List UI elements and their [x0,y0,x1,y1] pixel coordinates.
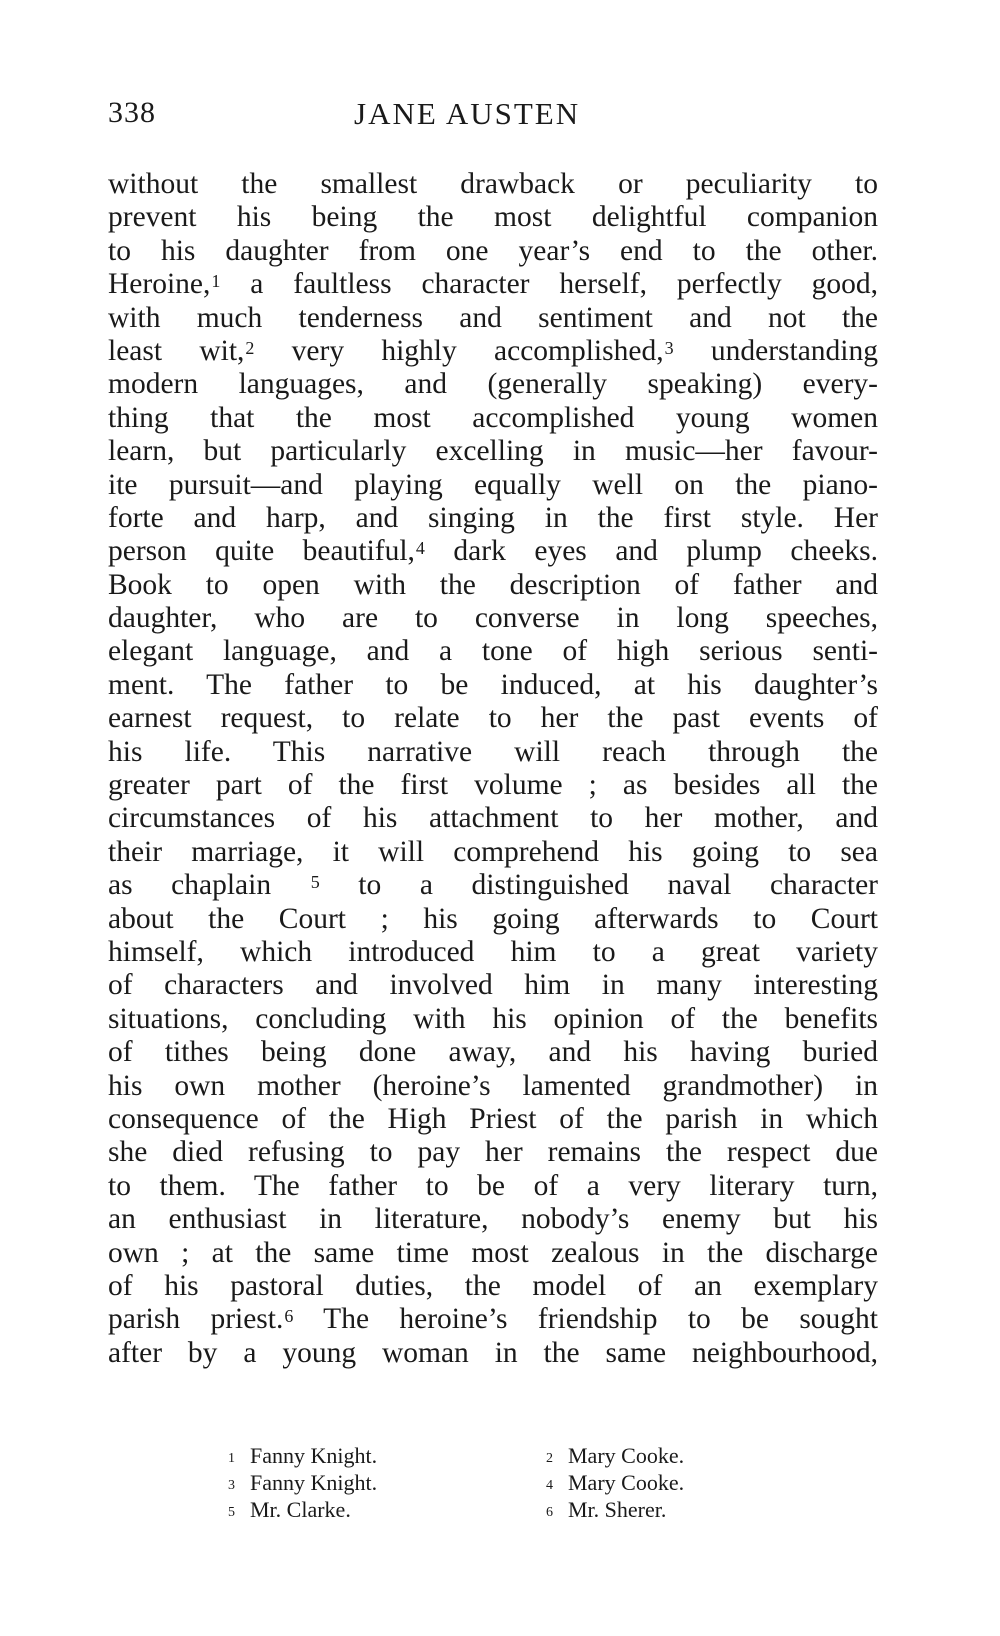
text-line [108,736,878,769]
text-line [108,368,878,401]
text-segment: greater part of the first volume ; as besides all the [108,769,878,802]
text-segment: to a distinguished naval character [319,869,879,902]
footnote-reference: 5 [310,872,320,893]
text-segment: modern languages, and (generally speaking) every- [108,368,878,401]
body-text [108,168,878,1370]
text-segment: understanding [673,334,878,367]
text-line [108,1136,878,1169]
text-segment: about the Court ; his going afterwards to Court [108,902,878,935]
footnote-text: Mary Cooke. [568,1470,685,1495]
text-line [108,1203,878,1236]
text-segment: his life. This narrative will reach through the [108,735,878,768]
text-segment: ment. The father to be induced, at his daughter’s [108,668,878,701]
text-line [108,469,878,502]
text-segment: himself, which introduced him to a great variety [108,935,878,968]
footnote [228,1496,351,1523]
footnote-reference: 2 [245,337,255,358]
running-head [108,96,878,136]
footnote [546,1442,684,1469]
text-segment: ite pursuit—and playing equally well on the piano- [108,468,878,501]
footnote-text: Mary Cooke. [568,1443,685,1468]
footnote-text: Mr. Clarke. [250,1497,351,1522]
text-segment: their marriage, it will comprehend his going to sea [108,835,878,868]
text-line [108,168,878,201]
footnote-number: 5 [228,1505,235,1520]
footnote-number: 6 [546,1505,553,1520]
text-line [108,669,878,702]
text-line [108,635,878,668]
footnote-row [228,1469,788,1496]
text-line [108,1303,878,1336]
text-segment: without the smallest drawback or peculiarity to [108,168,878,200]
text-segment: very highly accomplished, [254,334,664,367]
text-segment: with much tenderness and sentiment and not the [108,301,878,334]
footnote [546,1496,666,1523]
text-segment: dark eyes and plump cheeks. [424,535,878,568]
text-segment: his own mother (heroine’s lamented grandmother) in [108,1069,878,1102]
text-line [108,969,878,1002]
text-segment: a faultless character herself, perfectly good, [220,268,878,301]
text-segment: thing that the most accomplished young women [108,401,878,434]
text-segment: prevent his being the most delightful companion [108,201,878,234]
text-segment: earnest request, to relate to her the past events of [108,702,878,735]
text-line [108,502,878,535]
text-segment: an enthusiast in literature, nobody’s enemy but his [108,1203,878,1236]
text-line [108,235,878,268]
text-line [108,836,878,869]
text-segment: parish priest. [108,1303,284,1336]
text-line [108,302,878,335]
text-segment: she died refusing to pay her remains the respect due [108,1136,878,1169]
text-line [108,802,878,835]
footnote-reference: 1 [211,271,221,292]
footnote-text: Fanny Knight. [250,1470,378,1495]
page-number: 338 [108,96,156,129]
footnote [228,1469,377,1496]
text-segment: of tithes being done away, and his having buried [108,1036,878,1069]
text-line [108,535,878,568]
footnote-number: 2 [546,1451,553,1466]
text-line [108,769,878,802]
footnote-number: 4 [546,1478,553,1493]
footnote [228,1442,377,1469]
text-segment: forte and harp, and singing in the first style. Her [108,501,878,534]
text-segment: person quite beautiful, [108,535,415,568]
text-segment: Heroine, [108,268,211,301]
footnote-row [228,1442,788,1469]
text-segment: to them. The father to be of a very literary turn, [108,1169,878,1202]
text-line [108,702,878,735]
footnote [546,1469,684,1496]
text-line [108,903,878,936]
text-line [108,1103,878,1136]
text-segment: own ; at the same time most zealous in the discharge [108,1236,878,1269]
text-segment: Book to open with the description of father and [108,568,878,601]
text-segment: situations, concluding with his opinion of the benefits [108,1002,878,1035]
text-line [108,1003,878,1036]
text-segment: of his pastoral duties, the model of an exemplary [108,1269,878,1302]
text-line [108,1036,878,1069]
footnote-reference: 6 [284,1306,294,1327]
text-line [108,201,878,234]
text-line [108,268,878,301]
footnote-text: Fanny Knight. [250,1443,378,1468]
footnote-reference: 4 [415,538,425,559]
text-segment: daughter, who are to converse in long speeches, [108,602,878,635]
text-segment: to his daughter from one year’s end to the other. [108,234,878,267]
text-line [108,1070,878,1103]
text-line [108,602,878,635]
footnotes [228,1442,788,1523]
text-segment: as chaplain [108,869,310,902]
text-segment: The heroine’s friendship to be sought [293,1303,878,1336]
text-line [108,1237,878,1270]
text-segment: least wit, [108,334,245,367]
text-segment: of characters and involved him in many interesting [108,969,878,1002]
text-line [108,869,878,902]
text-line [108,569,878,602]
footnote-text: Mr. Sherer. [568,1497,667,1522]
text-line [108,1337,878,1370]
footnote-number: 1 [228,1451,235,1466]
text-line [108,936,878,969]
running-title: JANE AUSTEN [354,96,581,131]
text-segment: learn, but particularly excelling in music—her favour- [108,435,878,468]
text-segment: circumstances of his attachment to her mother, and [108,802,878,835]
text-segment: after by a young woman in the same neighbourhood, [108,1336,878,1369]
text-line [108,435,878,468]
text-line [108,402,878,435]
footnote-row [228,1496,788,1523]
text-segment: consequence of the High Priest of the parish in which [108,1102,878,1135]
text-segment: elegant language, and a tone of high serious senti- [108,635,878,668]
text-line [108,1170,878,1203]
footnote-number: 3 [228,1478,235,1493]
text-line [108,335,878,368]
text-line [108,1270,878,1303]
footnote-reference: 3 [664,337,674,358]
